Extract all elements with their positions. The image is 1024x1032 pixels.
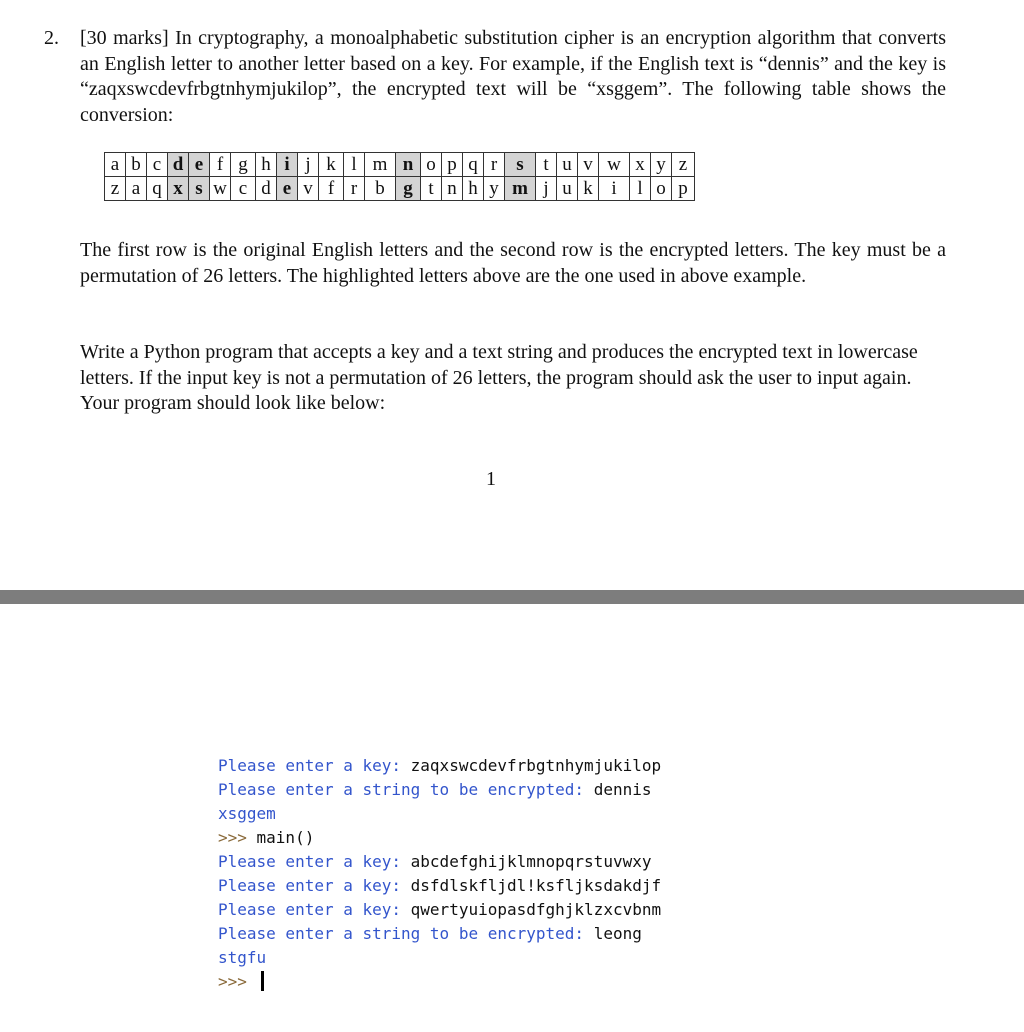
original-letter-cell: b [126, 153, 147, 177]
console-input: abcdefghijklmnopqrstuvwxy [410, 852, 652, 871]
original-letter-cell: a [105, 153, 126, 177]
console-prompt: Please enter a key: [218, 900, 411, 919]
encrypted-letter-cell: b [365, 177, 396, 201]
table-explanation: The first row is the original English letters and the second row is the encrypted letters. The key must be a permutation of 26 letters. The highlighted letters above are the one used in above example. [80, 239, 946, 287]
original-letter-cell: s [505, 153, 536, 177]
original-letter-cell: w [599, 153, 630, 177]
console-output: stgfu [218, 948, 267, 967]
encrypted-letter-cell: m [505, 177, 536, 201]
original-letter-cell: z [672, 153, 695, 177]
console-line [218, 970, 661, 994]
encrypted-letters-row [105, 177, 695, 201]
original-letter-cell: r [484, 153, 505, 177]
original-letter-cell: v [578, 153, 599, 177]
encrypted-letter-cell: r [344, 177, 365, 201]
encrypted-letter-cell: x [168, 177, 189, 201]
cipher-table [104, 152, 695, 201]
encrypted-letter-cell: e [277, 177, 298, 201]
original-letter-cell: h [256, 153, 277, 177]
console-prompt: Please enter a key: [218, 876, 411, 895]
python-shell-output [218, 754, 661, 994]
console-line [218, 874, 661, 898]
original-letter-cell: p [442, 153, 463, 177]
console-prompt: Please enter a string to be encrypted: [218, 780, 594, 799]
console-line [218, 826, 661, 850]
console-input: qwertyuiopasdfghjklzxcvbnm [410, 900, 662, 919]
encrypted-letter-cell: c [231, 177, 256, 201]
encrypted-letter-cell: n [442, 177, 463, 201]
original-letter-cell: c [147, 153, 168, 177]
encrypted-letter-cell: o [651, 177, 672, 201]
encrypted-letter-cell: g [396, 177, 421, 201]
encrypted-letter-cell: t [421, 177, 442, 201]
console-line [218, 754, 661, 778]
original-letter-cell: g [231, 153, 256, 177]
console-input: leong [593, 924, 642, 943]
encrypted-letter-cell: l [630, 177, 651, 201]
question-number: 2. [44, 27, 59, 49]
encrypted-letter-cell: v [298, 177, 319, 201]
console-line [218, 922, 661, 946]
console-prompt: Please enter a key: [218, 756, 411, 775]
console-output: xsggem [218, 804, 276, 823]
encrypted-letter-cell: f [319, 177, 344, 201]
console-input: zaqxswcdevfrbgtnhymjukilop [410, 756, 662, 775]
original-letter-cell: f [210, 153, 231, 177]
console-line [218, 778, 661, 802]
original-letters-row [105, 153, 695, 177]
original-letter-cell: n [396, 153, 421, 177]
console-prompt: Please enter a key: [218, 852, 411, 871]
console-line [218, 802, 661, 826]
original-letter-cell: e [189, 153, 210, 177]
console-input: dsfdlskfljdl!ksfljksdakdjf [410, 876, 662, 895]
original-letter-cell: l [344, 153, 365, 177]
encrypted-letter-cell: j [536, 177, 557, 201]
encrypted-letter-cell: s [189, 177, 210, 201]
repl-command: main() [256, 828, 315, 847]
console-line [218, 850, 661, 874]
original-letter-cell: o [421, 153, 442, 177]
page-divider [0, 590, 1024, 604]
encrypted-letter-cell: i [599, 177, 630, 201]
encrypted-letter-cell: u [557, 177, 578, 201]
original-letter-cell: d [168, 153, 189, 177]
original-letter-cell: q [463, 153, 484, 177]
encrypted-letter-cell: z [105, 177, 126, 201]
console-line [218, 898, 661, 922]
task-description: Write a Python program that accepts a key and a text string and produces the encrypted text in lowercase letters. If the input key is not a permutation of 26 letters, the program should ask the user to input again. Your program should look like below: [80, 341, 918, 414]
original-letter-cell: u [557, 153, 578, 177]
encrypted-letter-cell: q [147, 177, 168, 201]
original-letter-cell: x [630, 153, 651, 177]
original-letter-cell: t [536, 153, 557, 177]
repl-prompt: >>> [218, 828, 257, 847]
page-number: 1 [486, 468, 496, 490]
original-letter-cell: k [319, 153, 344, 177]
console-prompt: Please enter a string to be encrypted: [218, 924, 594, 943]
question-intro: [30 marks] In cryptography, a monoalphabetic substitution cipher is an encryption algorithm that converts an English letter to another letter based on a key. For example, if the English text is “dennis” and the key is “zaqxswcdevfrbgtnhymjukilop”, the encrypted text will be “xsggem”. The following table shows the conversion: [80, 27, 946, 126]
encrypted-letter-cell: k [578, 177, 599, 201]
console-line [218, 946, 661, 970]
original-letter-cell: j [298, 153, 319, 177]
original-letter-cell: i [277, 153, 298, 177]
encrypted-letter-cell: a [126, 177, 147, 201]
encrypted-letter-cell: d [256, 177, 277, 201]
original-letter-cell: m [365, 153, 396, 177]
original-letter-cell: y [651, 153, 672, 177]
repl-prompt: >>> [218, 972, 257, 991]
encrypted-letter-cell: y [484, 177, 505, 201]
text-cursor[interactable] [261, 971, 264, 991]
encrypted-letter-cell: w [210, 177, 231, 201]
console-input: dennis [593, 780, 652, 799]
encrypted-letter-cell: h [463, 177, 484, 201]
encrypted-letter-cell: p [672, 177, 695, 201]
